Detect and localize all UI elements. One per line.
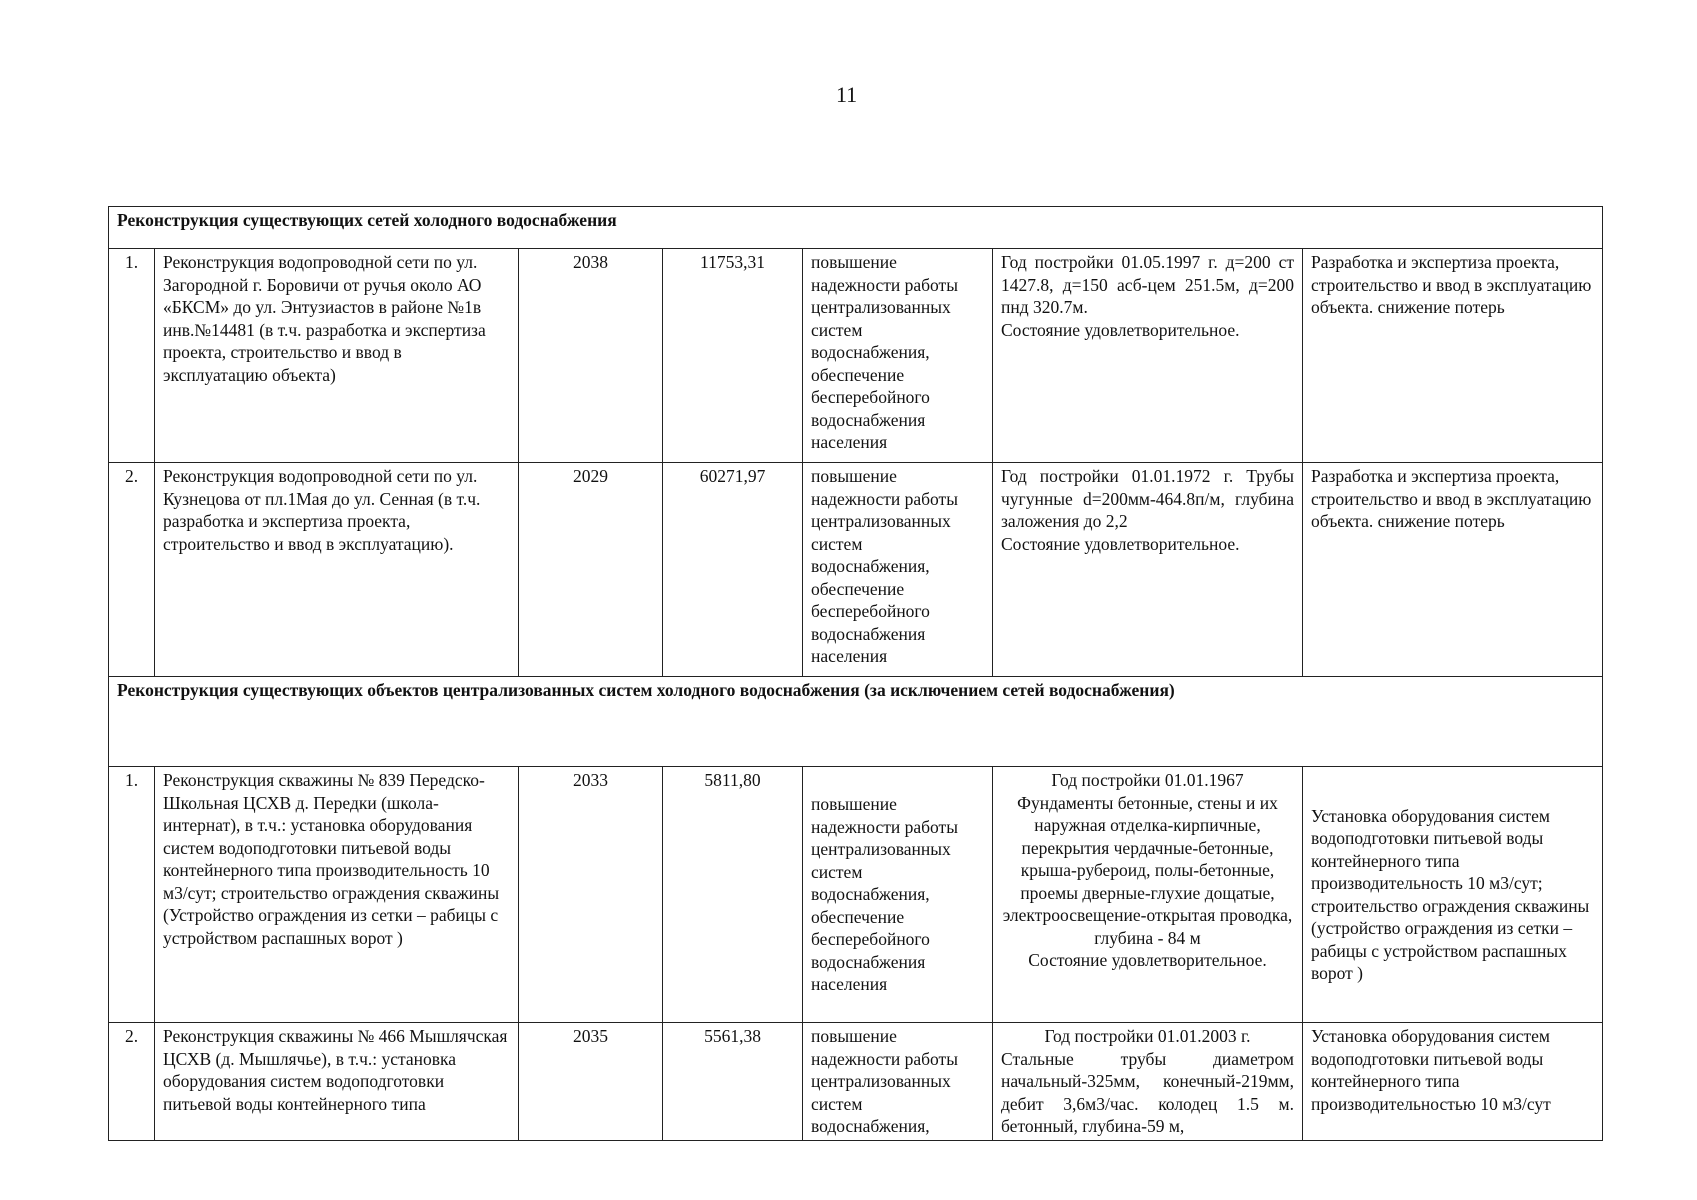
planned-work: Разработка и экспертиза проекта, строительство и ввод в эксплуатацию объекта. снижение потерь	[1303, 249, 1603, 463]
row-number: 2.	[109, 463, 155, 677]
section-header-networks	[109, 207, 1603, 249]
table-row	[109, 463, 1603, 677]
completion-year: 2029	[519, 463, 663, 677]
completion-year: 2038	[519, 249, 663, 463]
technical-state	[993, 463, 1303, 677]
project-goal: повышение надежности работы централизованных систем водоснабжения, обеспечение бесперебойного водоснабжения населения	[803, 767, 993, 1023]
state-line: Год постройки 01.01.2003 г.	[1044, 1026, 1251, 1046]
row-number: 1.	[109, 767, 155, 1023]
table-row	[109, 249, 1603, 463]
section-header-facilities	[109, 677, 1603, 767]
state-line: Год постройки 01.05.1997 г. д=200 ст 1427.8, д=150 асб-цем 251.5м, д=200 пнд 320.7м.	[1001, 252, 1294, 317]
object-description: Реконструкция водопроводной сети по ул. Загородной г. Боровичи от ручья около АО «БКСМ» до ул. Энтузиастов в районе №1в инв.№14481 (в т.ч. разработка и экспертиза проекта, строительство и ввод в эксплуатацию объекта)	[155, 249, 519, 463]
row-number: 2.	[109, 1023, 155, 1141]
state-line: Состояние удовлетворительное.	[1028, 950, 1267, 970]
table-row	[109, 767, 1603, 1023]
section-title: Реконструкция существующих сетей холодного водоснабжения	[109, 207, 1603, 249]
state-line: Стальные трубы диаметром начальный-325мм, конечный-219мм, дебит 3,6м3/час. колодец 1.5 м. бетонный, глубина-59 м,	[1001, 1048, 1294, 1136]
state-line: Состояние удовлетворительное.	[1001, 319, 1240, 340]
completion-year: 2033	[519, 767, 663, 1023]
state-line: Год постройки 01.01.1972 г. Трубы чугунные d=200мм-464.8п/м, глубина заложения до 2,2	[1001, 466, 1294, 531]
cost-value: 60271,97	[663, 463, 803, 677]
cost-value: 11753,31	[663, 249, 803, 463]
cost-value: 5811,80	[663, 767, 803, 1023]
section-title: Реконструкция существующих объектов централизованных систем холодного водоснабжения (за исключением сетей водоснабжения)	[109, 677, 1603, 767]
state-line: глубина - 84 м	[1094, 927, 1201, 948]
row-number: 1.	[109, 249, 155, 463]
cost-value: 5561,38	[663, 1023, 803, 1141]
table-row	[109, 1023, 1603, 1141]
project-goal: повышение надежности работы централизованных систем водоснабжения,	[803, 1023, 993, 1141]
state-line: Фундаменты бетонные, стены и их наружная отделка-кирпичные, перекрытия чердачные-бетонные, крыша-рубероид, полы-бетонные, проемы дверные-глухие дощатые, электроосвещение-открытая проводка,	[1002, 792, 1293, 925]
planned-work: Установка оборудования систем водоподготовки питьевой воды контейнерного типа производительность 10 м3/сут; строительство ограждения скважины (устройство ограждения из сетки – рабицы с устройством распашных ворот )	[1303, 767, 1603, 1023]
technical-state	[993, 1023, 1303, 1141]
investment-table	[108, 206, 1603, 1141]
state-line: Год постройки 01.01.1967	[1051, 770, 1244, 790]
technical-state	[993, 767, 1303, 1023]
planned-work: Разработка и экспертиза проекта, строительство и ввод в эксплуатацию объекта. снижение потерь	[1303, 463, 1603, 677]
project-goal: повышение надежности работы централизованных систем водоснабжения, обеспечение бесперебойного водоснабжения населения	[803, 249, 993, 463]
object-description: Реконструкция водопроводной сети по ул. Кузнецова от пл.1Мая до ул. Сенная (в т.ч. разработка и экспертиза проекта, строительство и ввод в эксплуатацию).	[155, 463, 519, 677]
page-number: 11	[836, 82, 858, 107]
technical-state	[993, 249, 1303, 463]
state-line: Состояние удовлетворительное.	[1001, 533, 1240, 554]
object-description: Реконструкция скважины № 466 Мышлячская ЦСХВ (д. Мышлячье), в т.ч.: установка оборудования систем водоподготовки питьевой воды контейнерного типа	[155, 1023, 519, 1141]
project-goal: повышение надежности работы централизованных систем водоснабжения, обеспечение бесперебойного водоснабжения населения	[803, 463, 993, 677]
planned-work: Установка оборудования систем водоподготовки питьевой воды контейнерного типа производительностью 10 м3/сут	[1303, 1023, 1603, 1141]
object-description: Реконструкция скважины № 839 Передско-Школьная ЦСХВ д. Передки (школа-интернат), в т.ч.: установка оборудования систем водоподготовки питьевой воды контейнерного типа производительность 10 м3/сут; строительство ограждения скважины (Устройство ограждения из сетки – рабицы с устройством распашных ворот )	[155, 767, 519, 1023]
completion-year: 2035	[519, 1023, 663, 1141]
